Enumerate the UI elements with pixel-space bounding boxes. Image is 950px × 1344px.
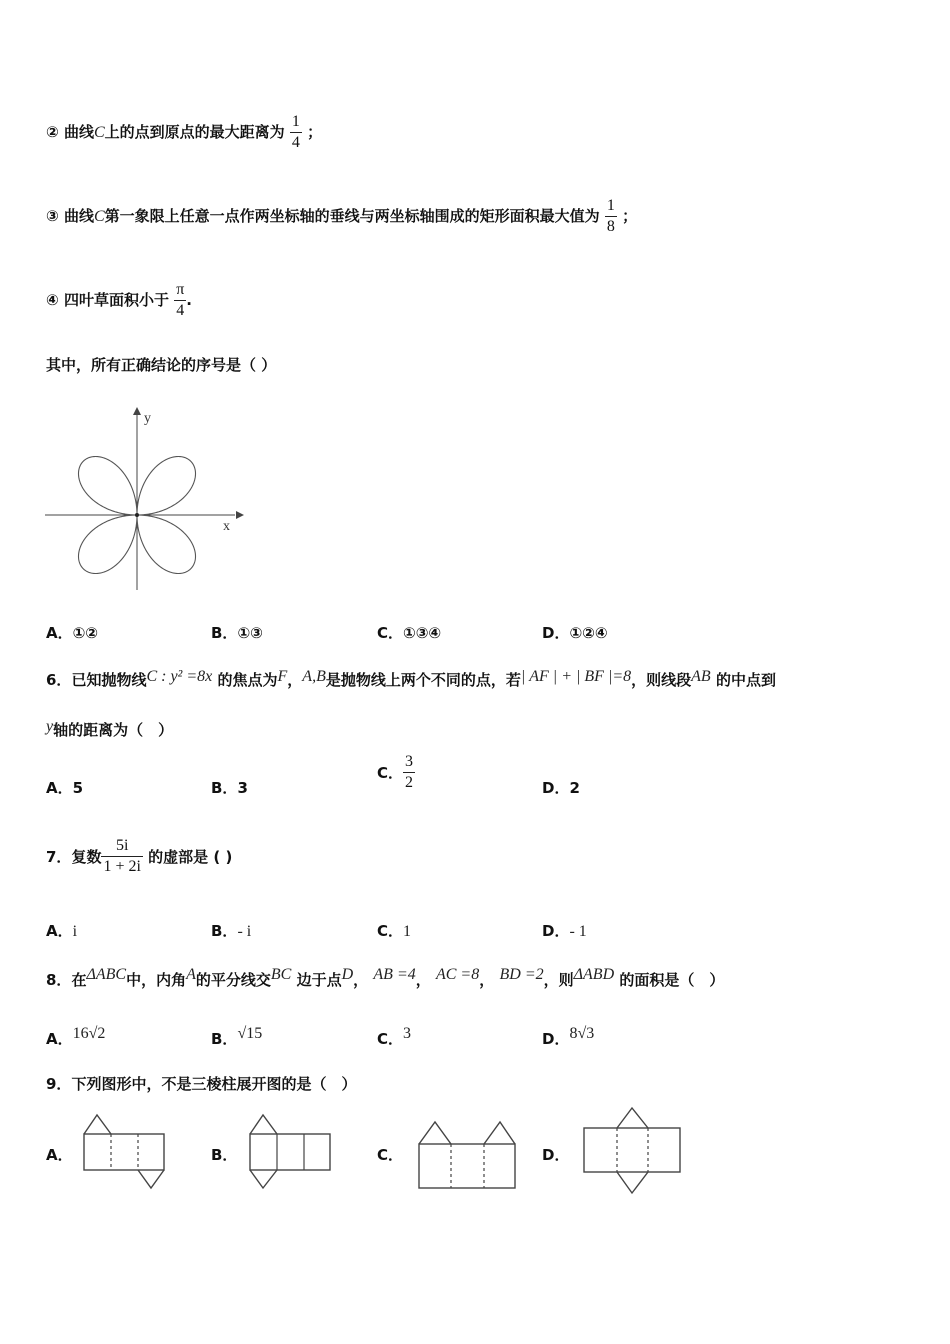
- q8-triangle-abd: ΔABD: [573, 966, 615, 983]
- q6-number: 6．: [46, 671, 72, 689]
- item-3-pre: 曲线: [63, 207, 94, 225]
- q7-stem: 7．复数 $\frac{5i}{1 + 2i}$ 的虚部是 ( ): [46, 837, 233, 875]
- q9-option-b-label[interactable]: B．: [211, 1146, 238, 1164]
- q6-parabola-eq: C : y² =8x: [146, 668, 213, 685]
- item-4: [46, 280, 192, 321]
- q7-option-c[interactable]: C．1: [377, 922, 412, 940]
- y-axis-label: y: [144, 411, 151, 426]
- circle-2-marker: ②: [46, 123, 59, 141]
- item-2-end: ；: [307, 123, 323, 141]
- q6-points: A,B: [302, 668, 326, 685]
- circle-4-marker: ④: [46, 291, 59, 309]
- y-axis-arrow-icon: [133, 407, 141, 415]
- q6-stem-line2: y轴的距离为（ ）: [46, 718, 174, 739]
- q6-y-axis-var: y: [46, 718, 54, 735]
- origin-point: [135, 513, 139, 517]
- q5-option-d[interactable]: D．①②④: [542, 624, 608, 642]
- item-3-var: C: [93, 208, 105, 225]
- circle-3-marker: ③: [46, 207, 59, 225]
- q7-number: 7．: [46, 848, 72, 866]
- q8-stem: 8．在ΔABC中，内角A的平分线交BC 边于点D， AB =4， AC =8， BD =2，则ΔABD 的面积是（ ）: [46, 966, 725, 989]
- item-4-fraction: $\frac{\pi}{4}$: [176, 281, 185, 319]
- q8-option-c[interactable]: C．3: [377, 1025, 412, 1048]
- q7-option-a[interactable]: A．i: [46, 922, 78, 940]
- q6-option-c[interactable]: C． $\frac{3}{2}$: [377, 753, 414, 791]
- q8-option-d[interactable]: D．8√3: [542, 1025, 595, 1048]
- q5-option-c[interactable]: C．①③④: [377, 624, 442, 642]
- q6-option-a[interactable]: A．5: [46, 779, 84, 797]
- x-axis-arrow-icon: [236, 511, 244, 519]
- q5-prompt: 其中，所有正确结论的序号是（ ）: [46, 356, 277, 374]
- q6-segment: AB: [691, 668, 711, 685]
- q6-option-d[interactable]: D．2: [542, 779, 580, 797]
- q7-option-d[interactable]: D．- 1: [542, 922, 587, 940]
- x-axis-label: x: [223, 519, 230, 534]
- q9-number: 9．: [46, 1075, 72, 1093]
- prism-net-a-figure[interactable]: [80, 1112, 170, 1192]
- q8-side-bc: BC: [270, 966, 292, 983]
- q6-stem-line1: 6．已知抛物线C : y² =8x 的焦点为F，A,B是抛物线上两个不同的点，若| AF | + | BF |=8，则线段AB 的中点到: [46, 668, 776, 689]
- q8-number: 8．: [46, 971, 72, 989]
- q6-option-b[interactable]: B．3: [211, 779, 248, 797]
- item-2-var: C: [93, 124, 105, 141]
- q8-option-a[interactable]: A．16√2: [46, 1025, 106, 1048]
- item-2-post: 上的点到原点的最大距离为: [104, 123, 285, 141]
- q7-fraction: $\frac{5i}{1 + 2i}$: [103, 837, 141, 875]
- item-4-end: .: [186, 291, 192, 309]
- q9-option-d-label[interactable]: D．: [542, 1146, 570, 1164]
- item-3-post: 第一象限上任意一点作两坐标轴的垂线与两坐标轴围成的矩形面积最大值为: [104, 207, 600, 225]
- q8-bd: BD =2: [499, 966, 544, 983]
- prism-net-d-figure[interactable]: [580, 1104, 686, 1196]
- q8-option-b[interactable]: B．√15: [211, 1025, 263, 1048]
- q7-option-b[interactable]: B．- i: [211, 922, 252, 940]
- q8-ac: AC =8: [435, 966, 480, 983]
- item-3-fraction: $\frac{1}{8}$: [606, 197, 615, 235]
- q6-option-c-fraction: $\frac{3}{2}$: [405, 753, 414, 791]
- q9-stem: 9．下列图形中，不是三棱柱展开图的是（ ）: [46, 1075, 357, 1093]
- item-4-pre: 四叶草面积小于: [63, 291, 169, 309]
- q9-option-a-label[interactable]: A．: [46, 1146, 73, 1164]
- q5-option-b[interactable]: B．①③: [211, 624, 263, 642]
- q8-triangle-abc: ΔABC: [86, 966, 127, 983]
- q6-condition: | AF | + | BF |=8: [520, 668, 632, 685]
- item-2-pre: 曲线: [63, 123, 94, 141]
- q8-angle-a: A: [186, 966, 196, 983]
- prism-net-c-figure[interactable]: [414, 1118, 522, 1194]
- q9-option-c-label[interactable]: C．: [377, 1146, 404, 1164]
- four-leaf-clover-figure: [40, 400, 250, 595]
- item-3-end: ；: [622, 207, 638, 225]
- q5-option-a[interactable]: A．①②: [46, 624, 99, 642]
- q8-point-d: D: [341, 966, 354, 983]
- item-2: [46, 112, 322, 153]
- prism-net-b-figure[interactable]: [246, 1112, 336, 1192]
- q6-focus: F: [277, 668, 288, 685]
- item-2-fraction: $\frac{1}{4}$: [291, 113, 300, 151]
- item-3: [46, 196, 637, 237]
- q8-ab: AB =4: [373, 966, 416, 983]
